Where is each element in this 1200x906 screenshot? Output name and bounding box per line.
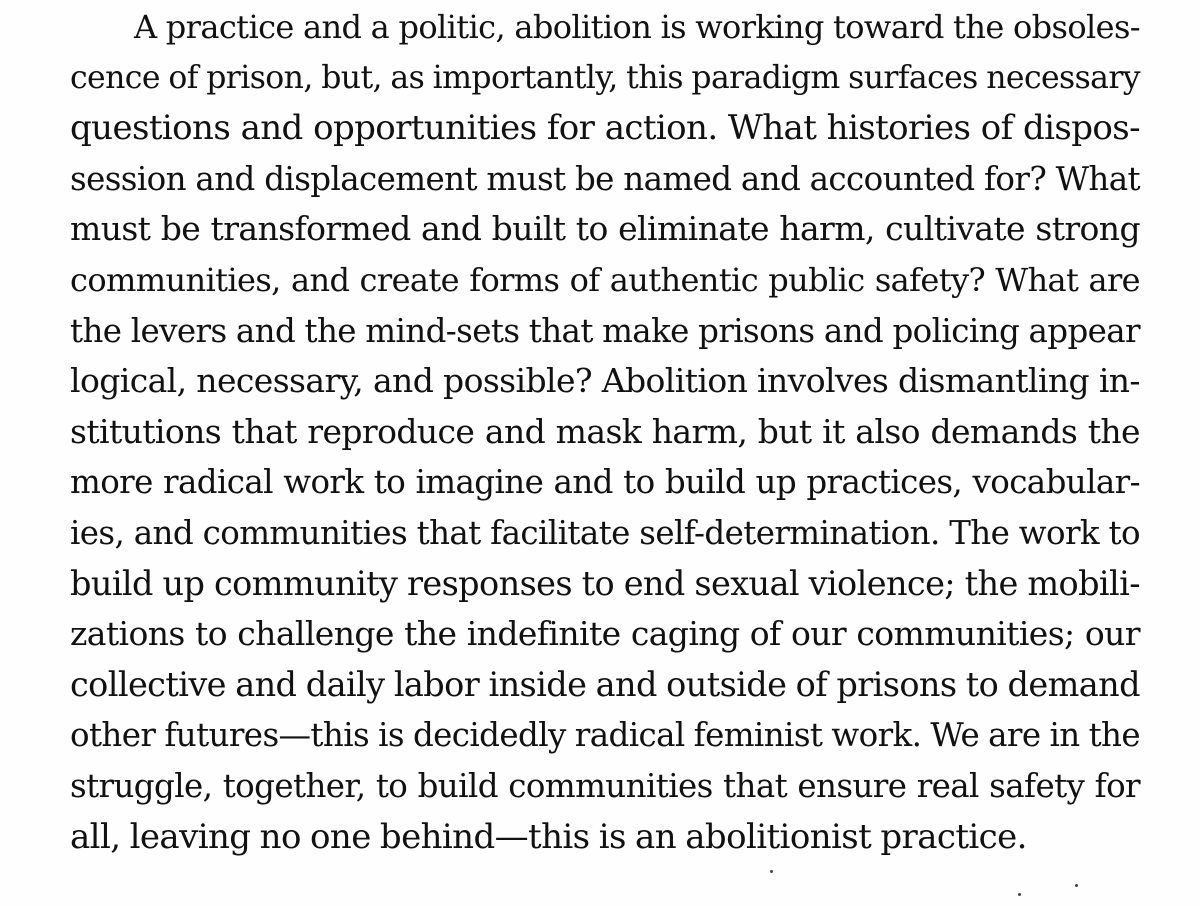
text-line-1: A practice and a politic, abolition is working toward the obsoles-	[134, 8, 1140, 46]
text-line-13: zations to challenge the indefinite caging of our communities; our	[70, 614, 1140, 654]
body-paragraph	[70, 2, 1140, 862]
text-line-10: more radical work to imagine and to build up practices, vocabular-	[70, 463, 1140, 502]
text-line-12: build up community responses to end sexual violence; the mobili-	[70, 563, 1140, 603]
text-line-16: struggle, together, to build communities that ensure real safety for	[70, 766, 1140, 805]
text-line-6: communities, and create forms of authentic public safety? What are	[70, 260, 1140, 299]
text-line-7: the levers and the mind-sets that make prisons and policing appear	[70, 311, 1140, 350]
text-line-8: logical, necessary, and possible? Abolition involves dismantling in-	[70, 361, 1140, 401]
scan-speck	[1018, 893, 1021, 896]
text-line-4: session and displacement must be named and accounted for? What	[70, 159, 1140, 198]
text-line-5: must be transformed and built to eliminate harm, cultivate strong	[70, 209, 1140, 249]
text-line-2: cence of prison, but, as importantly, this paradigm surfaces necessary	[70, 59, 1140, 96]
text-line-14: collective and daily labor inside and outside of prisons to demand	[70, 664, 1140, 704]
scan-speck	[1075, 884, 1078, 887]
text-line-15: other futures—this is decidedly radical feminist work. We are in the	[70, 716, 1140, 755]
text-line-17: all, leaving no one behind—this is an abolitionist practice.	[70, 816, 1027, 857]
text-line-11: ies, and communities that facilitate self-determination. The work to	[70, 513, 1140, 552]
text-line-3: questions and opportunities for action. What histories of dispos-	[70, 108, 1140, 149]
text-line-9: stitutions that reproduce and mask harm, but it also demands the	[70, 411, 1140, 451]
scan-speck	[770, 870, 773, 873]
